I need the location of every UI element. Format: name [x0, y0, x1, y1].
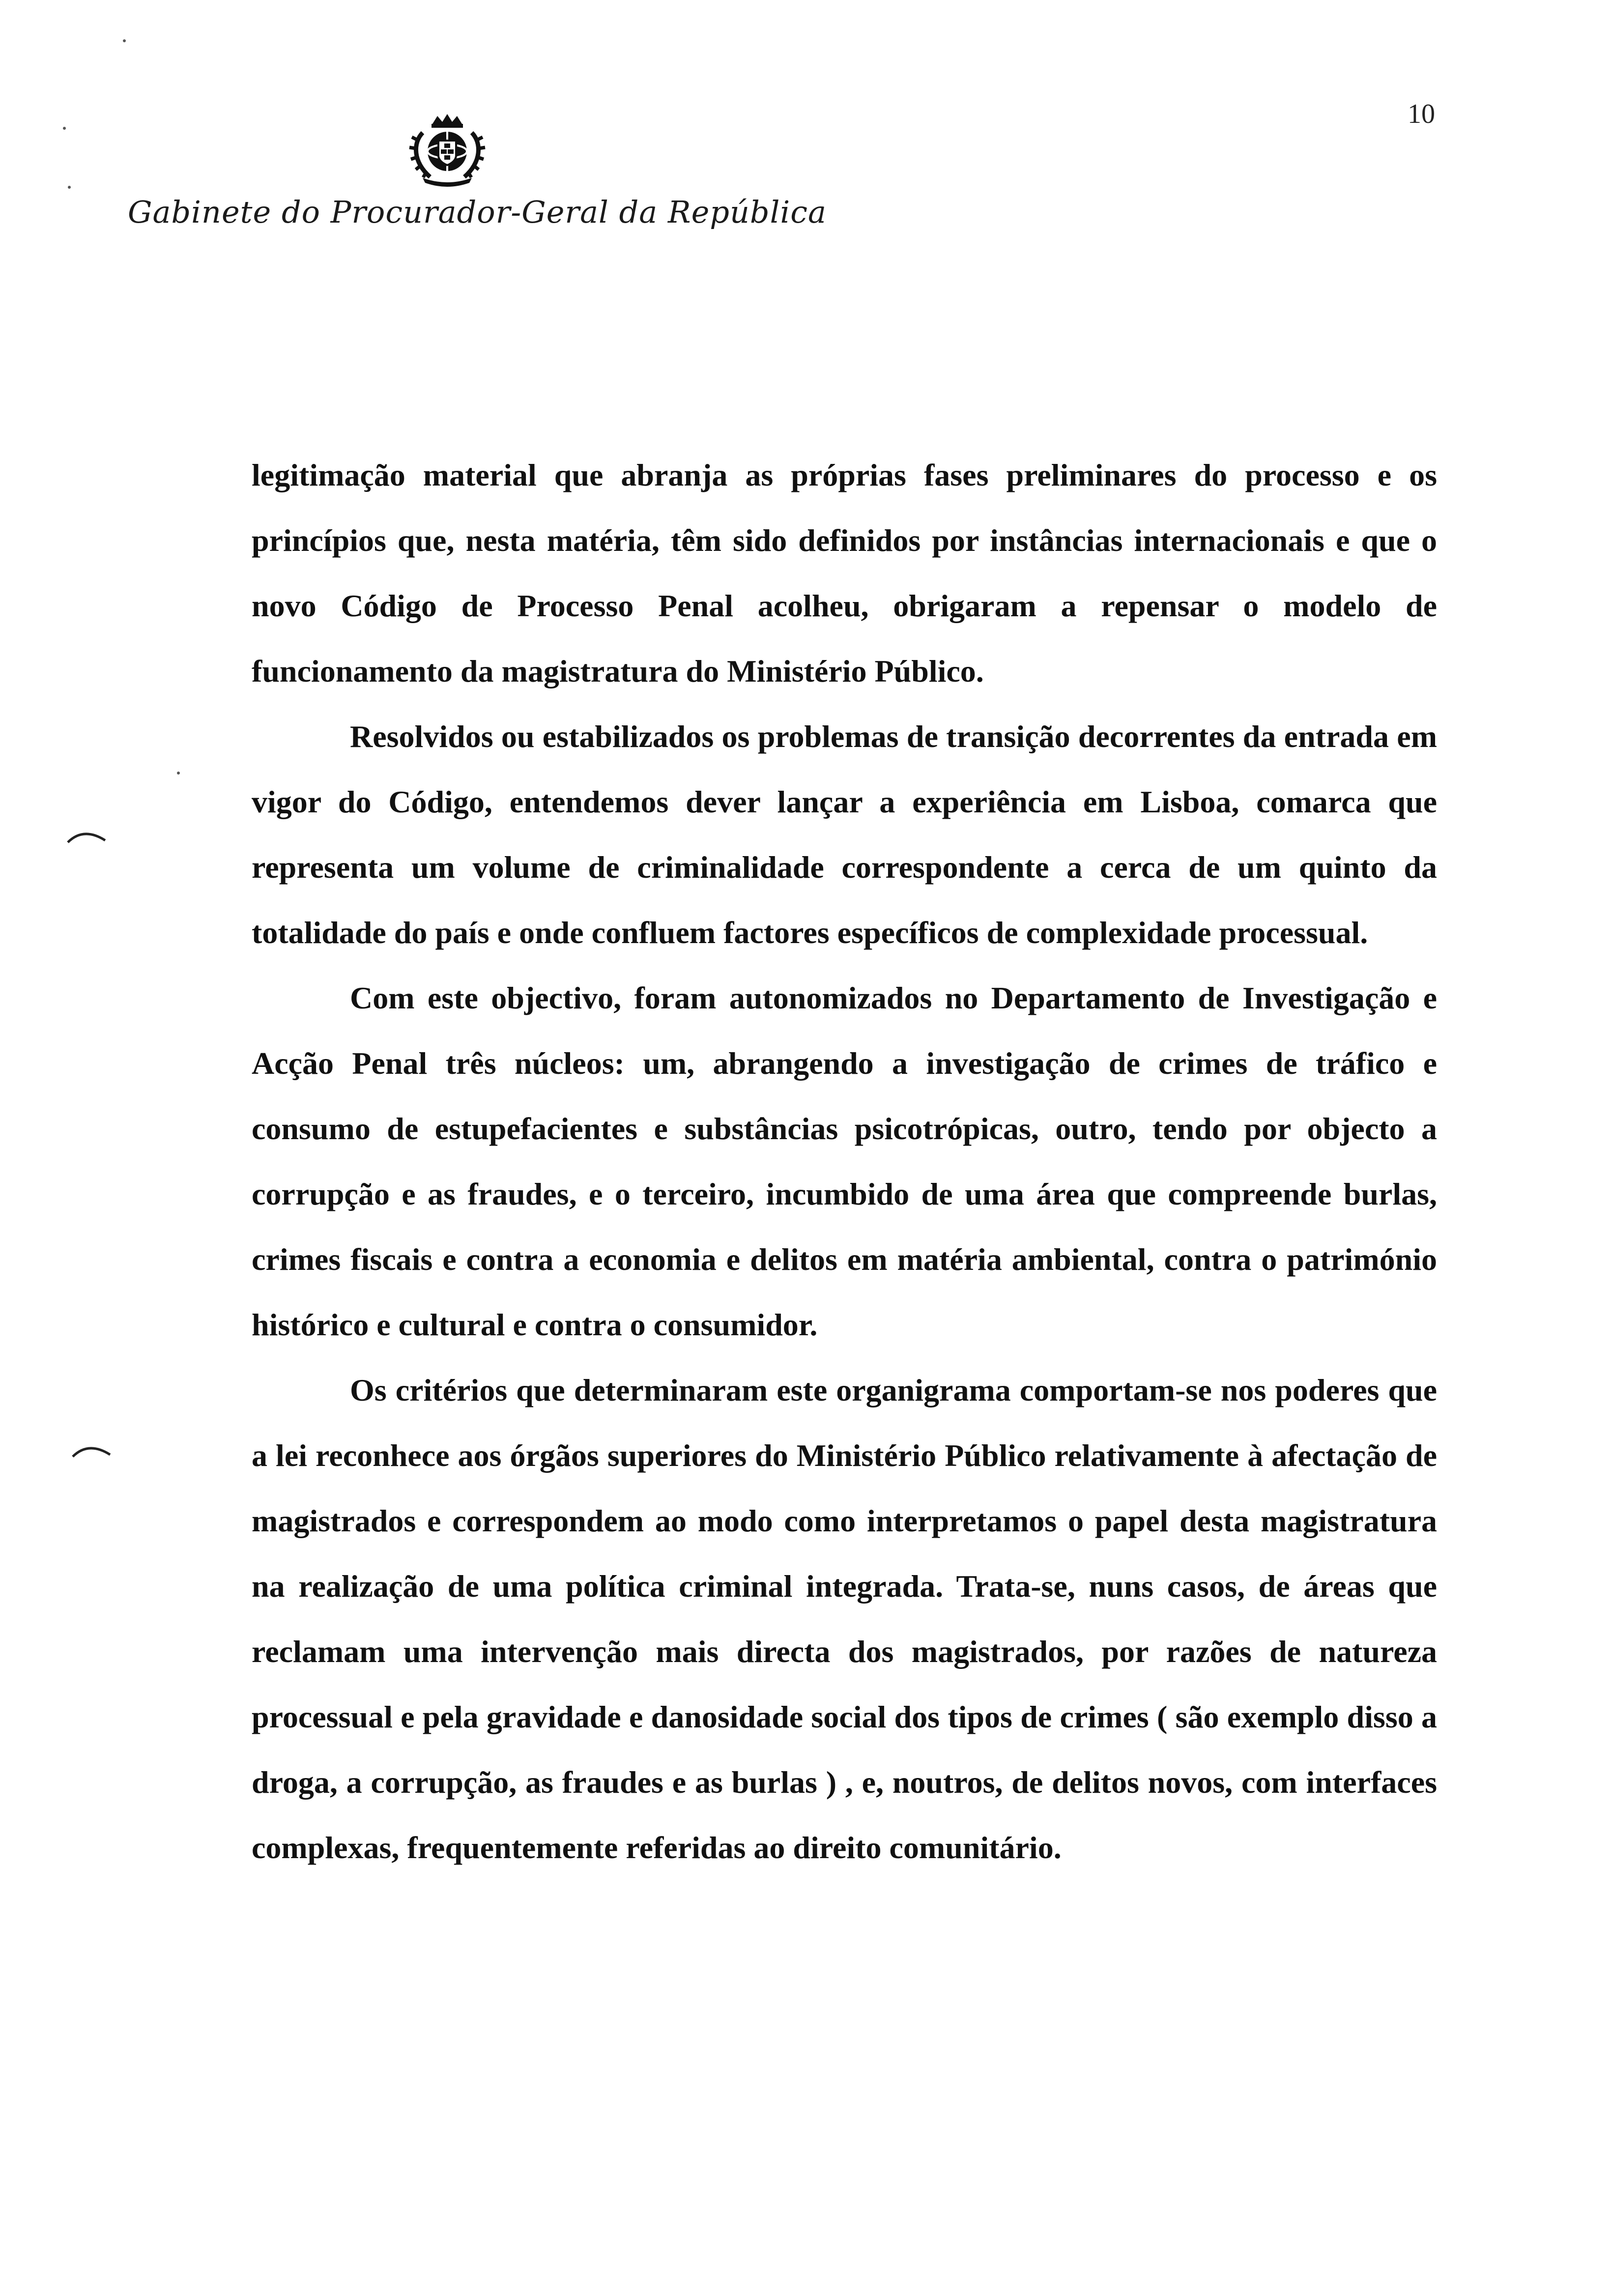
- paragraph: legitimação material que abranja as próprias fases preliminares do processo e os princípios que, nesta matéria, têm sido definidos por instâncias internacionais e que o novo Código de Processo Penal acolheu, obrigaram a repensar o modelo de funcionamento da magistratura do Ministério Público.: [252, 458, 1437, 689]
- scan-speck: [177, 772, 180, 775]
- paragraph: Resolvidos ou estabilizados os problemas de transição decorrentes da entrada em vigor do Código, entendemos dever lançar a experiência em Lisboa, comarca que representa um volume de criminalidade correspondente a cerca de um quinto da totalidade do país e onde confluem factores específicos de complexidade processual.: [252, 719, 1437, 950]
- margin-mark: [69, 1440, 113, 1460]
- paragraph: Com este objectivo, foram autonomizados no Departamento de Investigação e Acção Penal três núcleos: um, abrangendo a investigação de crimes de tráfico e consumo de estupefacientes e substâncias psicotrópicas, outro, tendo por objecto a corrupção e as fraudes, e o terceiro, incumbido de uma área que compreende burlas, crimes fiscais e contra a economia e delitos em matéria ambiental, contra o património histórico e cultural e contra o consumidor.: [252, 980, 1437, 1342]
- scan-speck: [63, 127, 66, 130]
- paragraph: Os critérios que determinaram este organigrama comportam-se nos poderes que a lei reconhece aos órgãos superiores do Ministério Público relativamente à afectação de magistrados e correspondem ao modo como interpretamos o papel desta magistratura na realização de uma política criminal integrada. Trata-se, nuns casos, de áreas que reclamam uma intervenção mais directa dos magistrados, por razões de natureza processual e pela gravidade e danosidade social dos tipos de crimes ( são exemplo disso a droga, a corrupção, as fraudes e as burlas ) , e, noutros, de delitos novos, com interfaces complexas, frequentemente referidas ao direito comunitário.: [252, 1373, 1437, 1865]
- page-number: 10: [1408, 99, 1435, 129]
- coat-of-arms-icon: [403, 113, 491, 187]
- scan-speck: [123, 39, 126, 42]
- letterhead: [128, 103, 827, 246]
- margin-mark: [64, 826, 108, 845]
- office-name: Gabinete do Procurador-Geral da República: [128, 194, 827, 230]
- body-text: [252, 442, 1437, 1880]
- scan-speck: [68, 186, 71, 189]
